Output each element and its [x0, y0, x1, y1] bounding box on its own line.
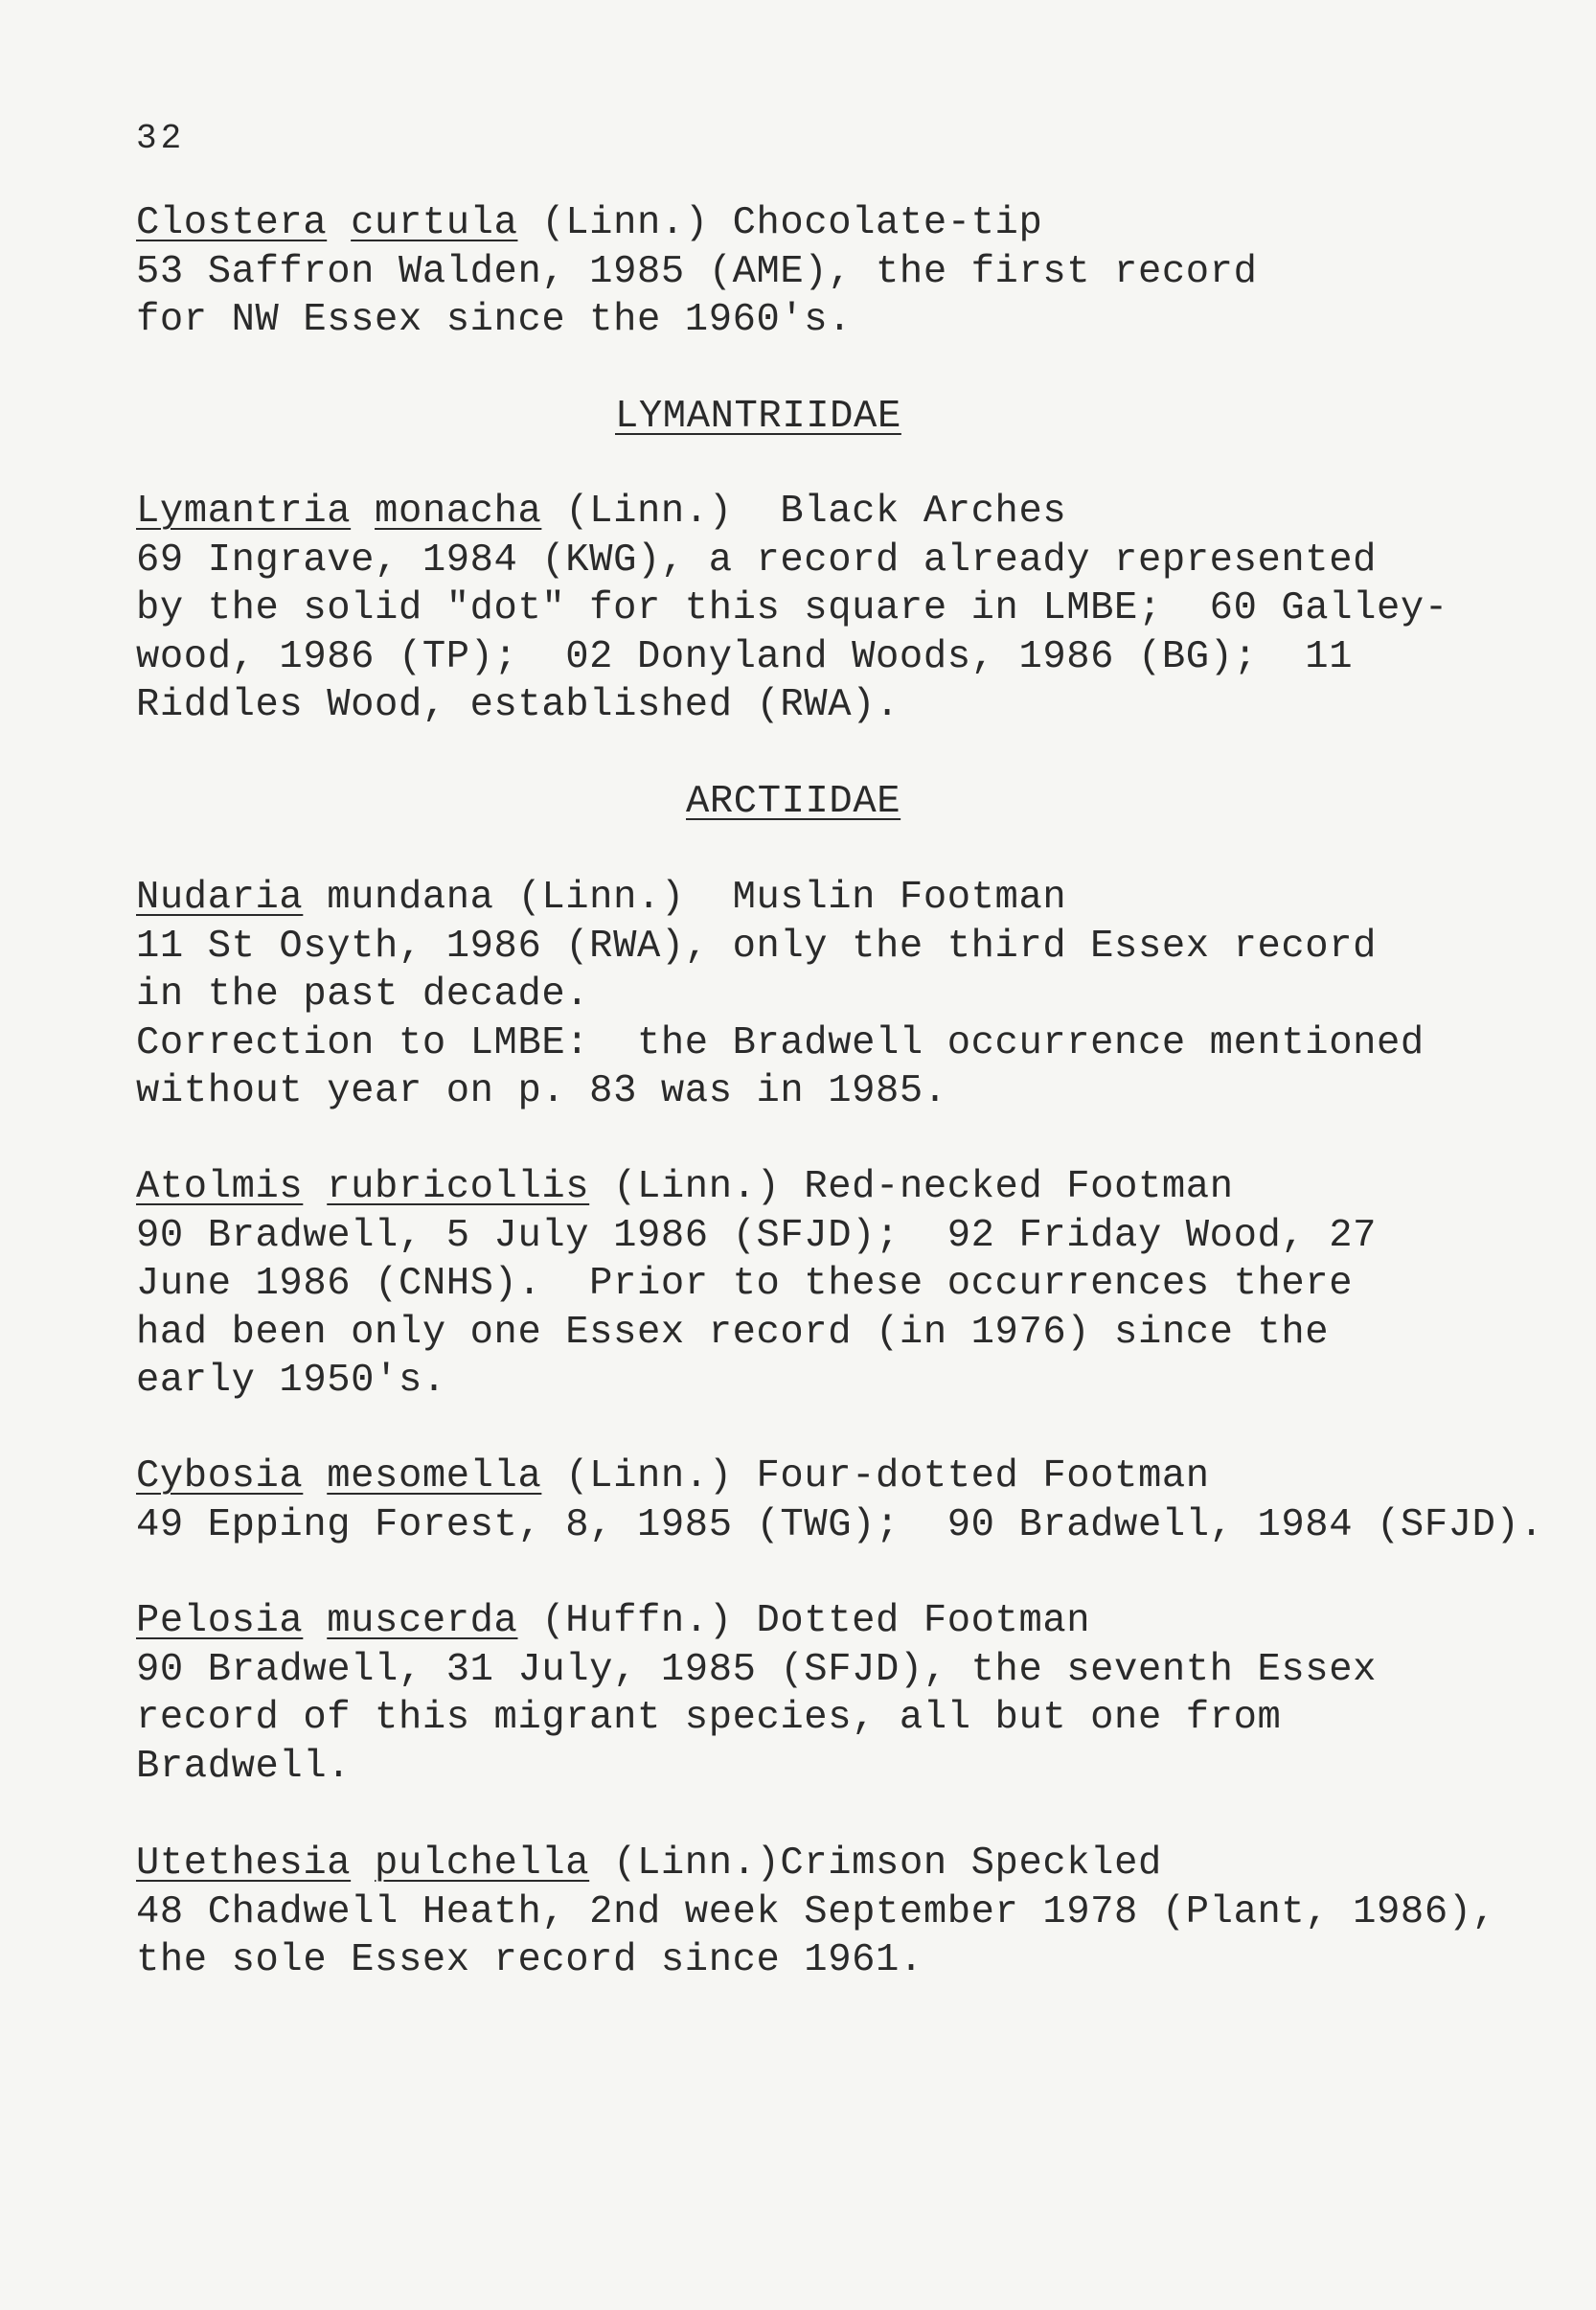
- species-name: muscerda: [327, 1599, 518, 1643]
- record-line: by the solid "dot" for this square in LMBE; 60 Galley-: [136, 586, 1448, 630]
- species-entry-nudaria-mundana: [136, 874, 1554, 1116]
- species-heading: [136, 1597, 1554, 1646]
- species-entry-pelosia-muscerda: [136, 1597, 1554, 1791]
- species-name: monacha: [375, 490, 542, 534]
- record-line: Riddles Wood, established (RWA).: [136, 683, 900, 727]
- common-name: Red-necked Footman: [804, 1165, 1234, 1209]
- genus-name: Atolmis: [136, 1165, 304, 1209]
- record-line: early 1950's.: [136, 1359, 446, 1403]
- author-name: (Linn.): [565, 490, 733, 534]
- genus-name: Lymantria: [136, 490, 352, 534]
- genus-name: Utethesia: [136, 1841, 352, 1886]
- species-heading: [136, 1840, 1554, 1888]
- species-name: curtula: [351, 201, 518, 245]
- record-line: Bradwell.: [136, 1744, 352, 1789]
- record-line: record of this migrant species, all but one from: [136, 1696, 1282, 1740]
- common-name: Crimson Speckled: [780, 1841, 1162, 1886]
- common-name: Chocolate-tip: [732, 201, 1043, 245]
- record-line: 49 Epping Forest, 8, 1985 (TWG); 90 Bradwell, 1984 (SFJD).: [136, 1502, 1544, 1547]
- common-name: Black Arches: [780, 490, 1067, 534]
- genus-name: Clostera: [136, 201, 328, 245]
- record-line: in the past decade.: [136, 972, 590, 1017]
- species-heading: [136, 199, 1554, 248]
- genus-name: Pelosia: [136, 1599, 304, 1643]
- author-name: (Linn.): [541, 201, 709, 245]
- record-line: wood, 1986 (TP); 02 Donyland Woods, 1986 (BG); 11: [136, 634, 1354, 679]
- species-heading: [136, 1163, 1554, 1212]
- species-name: pulchella: [375, 1841, 590, 1886]
- family-heading-lymantriidae: LYMANTRIIDAE: [615, 395, 901, 439]
- family-heading-arctiidae: ARCTIIDAE: [686, 780, 901, 824]
- author-name: (Linn.): [517, 876, 685, 920]
- genus-name: Cybosia: [136, 1454, 304, 1498]
- record-line: Correction to LMBE: the Bradwell occurrence mentioned: [136, 1020, 1425, 1065]
- record-line: the sole Essex record since 1961.: [136, 1938, 923, 1982]
- author-name: (Linn.): [613, 1841, 781, 1886]
- author-name: (Linn.): [565, 1454, 733, 1498]
- species-heading: [136, 488, 1554, 537]
- species-name: rubricollis: [327, 1165, 590, 1209]
- species-entry-lymantria-monacha: [136, 488, 1554, 730]
- species-name: mesomella: [327, 1454, 542, 1498]
- record-line: 53 Saffron Walden, 1985 (AME), the first record: [136, 249, 1258, 294]
- common-name: Dotted Footman: [756, 1599, 1091, 1643]
- record-line: without year on p. 83 was in 1985.: [136, 1069, 947, 1113]
- common-name: Four-dotted Footman: [756, 1454, 1210, 1498]
- author-name: (Huffn.): [541, 1599, 733, 1643]
- genus-name: Nudaria: [136, 876, 304, 920]
- record-line: for NW Essex since the 1960's.: [136, 298, 853, 342]
- species-entry-cybosia-mesomella: [136, 1452, 1554, 1549]
- species-entry-atolmis-rubricollis: [136, 1163, 1554, 1406]
- record-line: had been only one Essex record (in 1976) since the: [136, 1310, 1330, 1355]
- species-entry-utethesia-pulchella: [136, 1840, 1554, 1985]
- species-name: mundana: [327, 876, 494, 920]
- species-heading: [136, 874, 1554, 923]
- common-name: Muslin Footman: [732, 876, 1067, 920]
- record-line: 90 Bradwell, 31 July, 1985 (SFJD), the seventh Essex: [136, 1647, 1378, 1692]
- record-line: 69 Ingrave, 1984 (KWG), a record already represented: [136, 537, 1378, 583]
- species-heading: [136, 1452, 1554, 1501]
- record-line: 11 St Osyth, 1986 (RWA), only the third Essex record: [136, 924, 1378, 969]
- record-line: 48 Chadwell Heath, 2nd week September 1978 (Plant, 1986),: [136, 1889, 1496, 1934]
- record-line: 90 Bradwell, 5 July 1986 (SFJD); 92 Friday Wood, 27: [136, 1213, 1378, 1258]
- record-line: June 1986 (CNHS). Prior to these occurrences there: [136, 1262, 1354, 1306]
- author-name: (Linn.): [613, 1165, 781, 1209]
- species-entry-clostera-curtula: [136, 199, 1554, 345]
- page-number: 32: [136, 119, 186, 158]
